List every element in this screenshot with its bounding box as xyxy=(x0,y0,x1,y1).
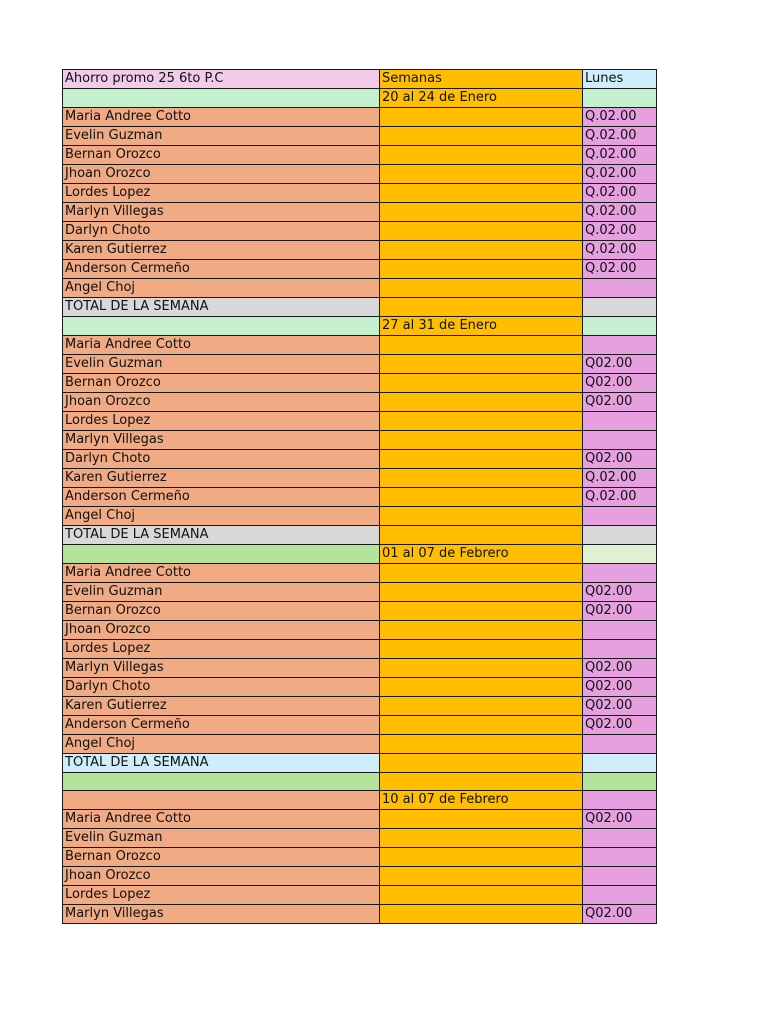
name-cell[interactable]: Evelin Guzman xyxy=(63,127,380,146)
monday-cell[interactable]: Q.02.00 xyxy=(583,146,657,165)
table-row xyxy=(63,488,657,507)
monday-cell[interactable]: Q.02.00 xyxy=(583,108,657,127)
monday-cell[interactable]: Q02.00 xyxy=(583,716,657,735)
monday-cell[interactable] xyxy=(583,621,657,640)
name-cell[interactable]: Maria Andree Cotto xyxy=(63,810,380,829)
table-row xyxy=(63,165,657,184)
table-row xyxy=(63,754,657,773)
name-cell[interactable]: Maria Andree Cotto xyxy=(63,336,380,355)
monday-cell[interactable]: Q02.00 xyxy=(583,905,657,924)
name-cell[interactable] xyxy=(63,791,380,810)
table-row xyxy=(63,469,657,488)
week-cell[interactable] xyxy=(380,678,583,697)
monday-cell[interactable] xyxy=(583,336,657,355)
table-row xyxy=(63,70,657,89)
monday-cell[interactable] xyxy=(583,507,657,526)
monday-cell[interactable]: Q.02.00 xyxy=(583,241,657,260)
week-cell[interactable]: 27 al 31 de Enero xyxy=(380,317,583,336)
monday-cell[interactable] xyxy=(583,89,657,108)
savings-spreadsheet xyxy=(62,69,657,924)
week-cell[interactable] xyxy=(380,659,583,678)
table-row xyxy=(63,412,657,431)
name-cell[interactable]: Lordes Lopez xyxy=(63,640,380,659)
week-cell[interactable] xyxy=(380,412,583,431)
week-cell[interactable] xyxy=(380,640,583,659)
name-cell[interactable]: Evelin Guzman xyxy=(63,583,380,602)
table-row xyxy=(63,317,657,336)
monday-cell[interactable] xyxy=(583,640,657,659)
monday-cell[interactable] xyxy=(583,564,657,583)
table-row xyxy=(63,450,657,469)
table-row xyxy=(63,791,657,810)
name-cell[interactable] xyxy=(63,545,380,564)
week-cell[interactable] xyxy=(380,279,583,298)
monday-cell[interactable] xyxy=(583,735,657,754)
name-cell[interactable]: TOTAL DE LA SEMANA xyxy=(63,526,380,545)
monday-cell[interactable]: Q02.00 xyxy=(583,659,657,678)
week-cell[interactable] xyxy=(380,222,583,241)
name-cell[interactable]: Bernan Orozco xyxy=(63,602,380,621)
name-cell[interactable]: Jhoan Orozco xyxy=(63,165,380,184)
table-row xyxy=(63,184,657,203)
monday-cell[interactable]: Q.02.00 xyxy=(583,488,657,507)
table-row xyxy=(63,222,657,241)
table-row xyxy=(63,241,657,260)
name-cell[interactable] xyxy=(63,773,380,791)
week-cell[interactable] xyxy=(380,735,583,754)
monday-cell[interactable] xyxy=(583,773,657,791)
name-cell[interactable]: TOTAL DE LA SEMANA xyxy=(63,754,380,773)
table-row xyxy=(63,507,657,526)
table-row xyxy=(63,716,657,735)
week-cell[interactable] xyxy=(380,469,583,488)
monday-cell[interactable]: Q.02.00 xyxy=(583,222,657,241)
table-row xyxy=(63,867,657,886)
monday-cell[interactable] xyxy=(583,526,657,545)
table-row xyxy=(63,735,657,754)
name-cell[interactable]: Karen Gutierrez xyxy=(63,241,380,260)
table-row xyxy=(63,697,657,716)
week-cell[interactable] xyxy=(380,165,583,184)
table-row xyxy=(63,393,657,412)
spreadsheet-body xyxy=(63,70,657,924)
table-row xyxy=(63,640,657,659)
monday-cell[interactable]: Lunes xyxy=(583,70,657,89)
table-row xyxy=(63,564,657,583)
monday-cell[interactable]: Q02.00 xyxy=(583,355,657,374)
name-cell[interactable]: Marlyn Villegas xyxy=(63,431,380,450)
week-cell[interactable] xyxy=(380,583,583,602)
name-cell[interactable]: Bernan Orozco xyxy=(63,146,380,165)
week-cell[interactable] xyxy=(380,355,583,374)
week-cell[interactable] xyxy=(380,829,583,848)
week-cell[interactable] xyxy=(380,886,583,905)
name-cell[interactable]: Jhoan Orozco xyxy=(63,867,380,886)
table-row xyxy=(63,773,657,791)
name-cell[interactable]: Angel Choj xyxy=(63,507,380,526)
table-row xyxy=(63,336,657,355)
name-cell[interactable]: Bernan Orozco xyxy=(63,374,380,393)
monday-cell[interactable]: Q02.00 xyxy=(583,374,657,393)
monday-cell[interactable]: Q.02.00 xyxy=(583,184,657,203)
monday-cell[interactable]: Q.02.00 xyxy=(583,260,657,279)
table-row xyxy=(63,127,657,146)
name-cell[interactable]: Ahorro promo 25 6to P.C xyxy=(63,70,380,89)
week-cell[interactable] xyxy=(380,393,583,412)
week-cell[interactable] xyxy=(380,773,583,791)
monday-cell[interactable]: Q02.00 xyxy=(583,810,657,829)
monday-cell[interactable] xyxy=(583,791,657,810)
table-row xyxy=(63,374,657,393)
week-cell[interactable] xyxy=(380,431,583,450)
table-row xyxy=(63,583,657,602)
table-row xyxy=(63,678,657,697)
table-row xyxy=(63,431,657,450)
week-cell[interactable] xyxy=(380,203,583,222)
table-row xyxy=(63,355,657,374)
monday-cell[interactable] xyxy=(583,754,657,773)
table-row xyxy=(63,146,657,165)
week-cell[interactable]: Semanas xyxy=(380,70,583,89)
monday-cell[interactable]: Q.02.00 xyxy=(583,469,657,488)
monday-cell[interactable] xyxy=(583,886,657,905)
monday-cell[interactable]: Q.02.00 xyxy=(583,127,657,146)
week-cell[interactable] xyxy=(380,108,583,127)
name-cell[interactable]: Darlyn Choto xyxy=(63,678,380,697)
name-cell[interactable]: Marlyn Villegas xyxy=(63,203,380,222)
monday-cell[interactable] xyxy=(583,867,657,886)
name-cell[interactable]: Maria Andree Cotto xyxy=(63,108,380,127)
name-cell[interactable]: Angel Choj xyxy=(63,279,380,298)
week-cell[interactable] xyxy=(380,716,583,735)
name-cell[interactable]: Angel Choj xyxy=(63,735,380,754)
monday-cell[interactable] xyxy=(583,431,657,450)
table-row xyxy=(63,526,657,545)
week-cell[interactable] xyxy=(380,146,583,165)
name-cell[interactable]: Evelin Guzman xyxy=(63,829,380,848)
table-row xyxy=(63,279,657,298)
week-cell[interactable] xyxy=(380,697,583,716)
week-cell[interactable] xyxy=(380,450,583,469)
name-cell[interactable]: Marlyn Villegas xyxy=(63,659,380,678)
table-row xyxy=(63,545,657,564)
week-cell[interactable] xyxy=(380,488,583,507)
table-row xyxy=(63,829,657,848)
table-row xyxy=(63,260,657,279)
monday-cell[interactable]: Q02.00 xyxy=(583,450,657,469)
name-cell[interactable]: Anderson Cermeño xyxy=(63,260,380,279)
name-cell[interactable]: Darlyn Choto xyxy=(63,222,380,241)
week-cell[interactable] xyxy=(380,602,583,621)
week-cell[interactable] xyxy=(380,621,583,640)
monday-cell[interactable]: Q.02.00 xyxy=(583,203,657,222)
week-cell[interactable]: 20 al 24 de Enero xyxy=(380,89,583,108)
week-cell[interactable] xyxy=(380,507,583,526)
name-cell[interactable]: Darlyn Choto xyxy=(63,450,380,469)
name-cell[interactable]: Bernan Orozco xyxy=(63,848,380,867)
week-cell[interactable] xyxy=(380,848,583,867)
monday-cell[interactable]: Q.02.00 xyxy=(583,165,657,184)
monday-cell[interactable] xyxy=(583,298,657,317)
week-cell[interactable] xyxy=(380,184,583,203)
week-cell[interactable] xyxy=(380,810,583,829)
name-cell[interactable]: Lordes Lopez xyxy=(63,886,380,905)
name-cell[interactable]: Anderson Cermeño xyxy=(63,716,380,735)
table-row xyxy=(63,203,657,222)
monday-cell[interactable]: Q02.00 xyxy=(583,602,657,621)
week-cell[interactable] xyxy=(380,260,583,279)
table-row xyxy=(63,89,657,108)
name-cell[interactable]: Jhoan Orozco xyxy=(63,393,380,412)
monday-cell[interactable] xyxy=(583,829,657,848)
monday-cell[interactable]: Q02.00 xyxy=(583,393,657,412)
table-row xyxy=(63,602,657,621)
week-cell[interactable] xyxy=(380,526,583,545)
week-cell[interactable] xyxy=(380,905,583,924)
table-row xyxy=(63,659,657,678)
monday-cell[interactable]: Q02.00 xyxy=(583,697,657,716)
monday-cell[interactable] xyxy=(583,279,657,298)
week-cell[interactable] xyxy=(380,241,583,260)
monday-cell[interactable] xyxy=(583,545,657,564)
name-cell[interactable] xyxy=(63,317,380,336)
week-cell[interactable] xyxy=(380,754,583,773)
week-cell[interactable] xyxy=(380,867,583,886)
name-cell[interactable]: Lordes Lopez xyxy=(63,412,380,431)
monday-cell[interactable]: Q02.00 xyxy=(583,678,657,697)
monday-cell[interactable] xyxy=(583,317,657,336)
table-row xyxy=(63,886,657,905)
name-cell[interactable]: Karen Gutierrez xyxy=(63,469,380,488)
monday-cell[interactable]: Q02.00 xyxy=(583,583,657,602)
week-cell[interactable]: 10 al 07 de Febrero xyxy=(380,791,583,810)
table-row xyxy=(63,810,657,829)
name-cell[interactable]: Lordes Lopez xyxy=(63,184,380,203)
table-row xyxy=(63,298,657,317)
week-cell[interactable] xyxy=(380,336,583,355)
name-cell[interactable]: Marlyn Villegas xyxy=(63,905,380,924)
table-row xyxy=(63,621,657,640)
name-cell[interactable]: Anderson Cermeño xyxy=(63,488,380,507)
table-row xyxy=(63,108,657,127)
week-cell[interactable] xyxy=(380,298,583,317)
week-cell[interactable] xyxy=(380,127,583,146)
name-cell[interactable] xyxy=(63,89,380,108)
week-cell[interactable]: 01 al 07 de Febrero xyxy=(380,545,583,564)
name-cell[interactable]: TOTAL DE LA SEMANA xyxy=(63,298,380,317)
name-cell[interactable]: Karen Gutierrez xyxy=(63,697,380,716)
name-cell[interactable]: Evelin Guzman xyxy=(63,355,380,374)
week-cell[interactable] xyxy=(380,374,583,393)
name-cell[interactable]: Maria Andree Cotto xyxy=(63,564,380,583)
name-cell[interactable]: Jhoan Orozco xyxy=(63,621,380,640)
monday-cell[interactable] xyxy=(583,848,657,867)
table-row xyxy=(63,848,657,867)
table-row xyxy=(63,905,657,924)
monday-cell[interactable] xyxy=(583,412,657,431)
week-cell[interactable] xyxy=(380,564,583,583)
